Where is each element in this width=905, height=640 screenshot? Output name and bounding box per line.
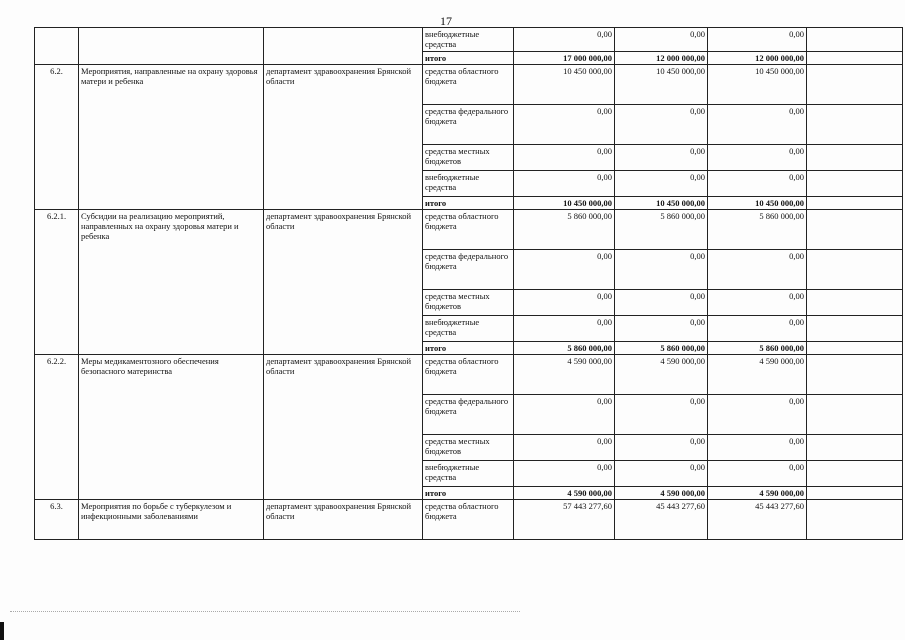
- empty-cell: [807, 171, 903, 197]
- table-row: [35, 500, 903, 540]
- amount-year-2: 0,00: [615, 290, 708, 316]
- table-row: [35, 65, 903, 105]
- item-department: департамент здравоохранения Брянской области: [264, 210, 423, 355]
- amount-year-1: 10 450 000,00: [514, 65, 615, 105]
- empty-cell: [807, 28, 903, 52]
- amount-year-3: 0,00: [708, 395, 807, 435]
- empty-cell: [807, 461, 903, 487]
- table-row: [35, 210, 903, 250]
- empty-cell: [807, 145, 903, 171]
- funding-source: внебюджетные средства: [423, 316, 514, 342]
- amount-year-2: 0,00: [615, 435, 708, 461]
- amount-year-3: 0,00: [708, 105, 807, 145]
- scan-edge-mark: [0, 622, 4, 640]
- budget-table: [34, 27, 903, 540]
- amount-year-1: 0,00: [514, 171, 615, 197]
- empty-cell: [807, 250, 903, 290]
- funding-total-label: итого: [423, 487, 514, 500]
- funding-source: средства областного бюджета: [423, 500, 514, 540]
- table-row: [35, 28, 903, 52]
- funding-source: средства областного бюджета: [423, 355, 514, 395]
- amount-year-1: 0,00: [514, 28, 615, 52]
- amount-year-2: 5 860 000,00: [615, 342, 708, 355]
- amount-year-2: 0,00: [615, 171, 708, 197]
- funding-source: средства федерального бюджета: [423, 395, 514, 435]
- amount-year-3: 10 450 000,00: [708, 197, 807, 210]
- amount-year-1: 4 590 000,00: [514, 355, 615, 395]
- amount-year-1: 17 000 000,00: [514, 52, 615, 65]
- item-name: Мероприятия по борьбе с туберкулезом и инфекционными заболеваниями: [79, 500, 264, 540]
- amount-year-1: 10 450 000,00: [514, 197, 615, 210]
- amount-year-2: 0,00: [615, 461, 708, 487]
- amount-year-3: 0,00: [708, 171, 807, 197]
- empty-cell: [807, 487, 903, 500]
- amount-year-1: 0,00: [514, 435, 615, 461]
- item-code: 6.3.: [35, 500, 79, 540]
- scan-artifact-dots: [10, 611, 520, 613]
- funding-source: средства местных бюджетов: [423, 290, 514, 316]
- amount-year-3: 0,00: [708, 461, 807, 487]
- amount-year-2: 0,00: [615, 316, 708, 342]
- item-code: 6.2.1.: [35, 210, 79, 355]
- empty-cell: [807, 210, 903, 250]
- item-name: [79, 28, 264, 65]
- item-department: департамент здравоохранения Брянской области: [264, 65, 423, 210]
- amount-year-3: 12 000 000,00: [708, 52, 807, 65]
- amount-year-2: 5 860 000,00: [615, 210, 708, 250]
- amount-year-3: 45 443 277,60: [708, 500, 807, 540]
- funding-source: средства федерального бюджета: [423, 250, 514, 290]
- amount-year-1: 4 590 000,00: [514, 487, 615, 500]
- amount-year-1: 57 443 277,60: [514, 500, 615, 540]
- amount-year-2: 0,00: [615, 28, 708, 52]
- amount-year-3: 0,00: [708, 290, 807, 316]
- amount-year-2: 45 443 277,60: [615, 500, 708, 540]
- amount-year-3: 0,00: [708, 316, 807, 342]
- item-name: Субсидии на реализацию мероприятий, направленных на охрану здоровья матери и ребенка: [79, 210, 264, 355]
- amount-year-3: 5 860 000,00: [708, 210, 807, 250]
- amount-year-1: 0,00: [514, 461, 615, 487]
- funding-source: средства федерального бюджета: [423, 105, 514, 145]
- item-department: [264, 28, 423, 65]
- item-department: департамент здравоохранения Брянской области: [264, 355, 423, 500]
- page-number: 17: [440, 14, 452, 28]
- item-code: 6.2.: [35, 65, 79, 210]
- funding-total-label: итого: [423, 342, 514, 355]
- amount-year-3: 0,00: [708, 28, 807, 52]
- amount-year-2: 4 590 000,00: [615, 487, 708, 500]
- funding-source: средства местных бюджетов: [423, 435, 514, 461]
- amount-year-2: 0,00: [615, 250, 708, 290]
- funding-total-label: итого: [423, 52, 514, 65]
- amount-year-3: 0,00: [708, 435, 807, 461]
- empty-cell: [807, 65, 903, 105]
- amount-year-1: 0,00: [514, 395, 615, 435]
- empty-cell: [807, 500, 903, 540]
- amount-year-2: 10 450 000,00: [615, 197, 708, 210]
- amount-year-2: 0,00: [615, 395, 708, 435]
- item-code: 6.2.2.: [35, 355, 79, 500]
- funding-source: средства областного бюджета: [423, 65, 514, 105]
- funding-source: средства областного бюджета: [423, 210, 514, 250]
- funding-source: внебюджетные средства: [423, 28, 514, 52]
- item-name: Мероприятия, направленные на охрану здоровья матери и ребенка: [79, 65, 264, 210]
- funding-source: внебюджетные средства: [423, 171, 514, 197]
- funding-source: средства местных бюджетов: [423, 145, 514, 171]
- amount-year-3: 4 590 000,00: [708, 487, 807, 500]
- amount-year-2: 12 000 000,00: [615, 52, 708, 65]
- empty-cell: [807, 435, 903, 461]
- amount-year-2: 0,00: [615, 105, 708, 145]
- amount-year-3: 5 860 000,00: [708, 342, 807, 355]
- empty-cell: [807, 290, 903, 316]
- amount-year-1: 5 860 000,00: [514, 210, 615, 250]
- empty-cell: [807, 197, 903, 210]
- amount-year-3: 4 590 000,00: [708, 355, 807, 395]
- item-code: [35, 28, 79, 65]
- amount-year-1: 5 860 000,00: [514, 342, 615, 355]
- funding-total-label: итого: [423, 197, 514, 210]
- empty-cell: [807, 316, 903, 342]
- empty-cell: [807, 52, 903, 65]
- empty-cell: [807, 105, 903, 145]
- amount-year-1: 0,00: [514, 290, 615, 316]
- amount-year-2: 10 450 000,00: [615, 65, 708, 105]
- amount-year-1: 0,00: [514, 316, 615, 342]
- empty-cell: [807, 355, 903, 395]
- amount-year-2: 0,00: [615, 145, 708, 171]
- amount-year-1: 0,00: [514, 145, 615, 171]
- item-department: департамент здравоохранения Брянской области: [264, 500, 423, 540]
- funding-source: внебюджетные средства: [423, 461, 514, 487]
- amount-year-2: 4 590 000,00: [615, 355, 708, 395]
- amount-year-3: 10 450 000,00: [708, 65, 807, 105]
- amount-year-3: 0,00: [708, 250, 807, 290]
- amount-year-1: 0,00: [514, 105, 615, 145]
- amount-year-1: 0,00: [514, 250, 615, 290]
- item-name: Меры медикаментозного обеспечения безопасного материнства: [79, 355, 264, 500]
- empty-cell: [807, 395, 903, 435]
- amount-year-3: 0,00: [708, 145, 807, 171]
- table-row: [35, 355, 903, 395]
- empty-cell: [807, 342, 903, 355]
